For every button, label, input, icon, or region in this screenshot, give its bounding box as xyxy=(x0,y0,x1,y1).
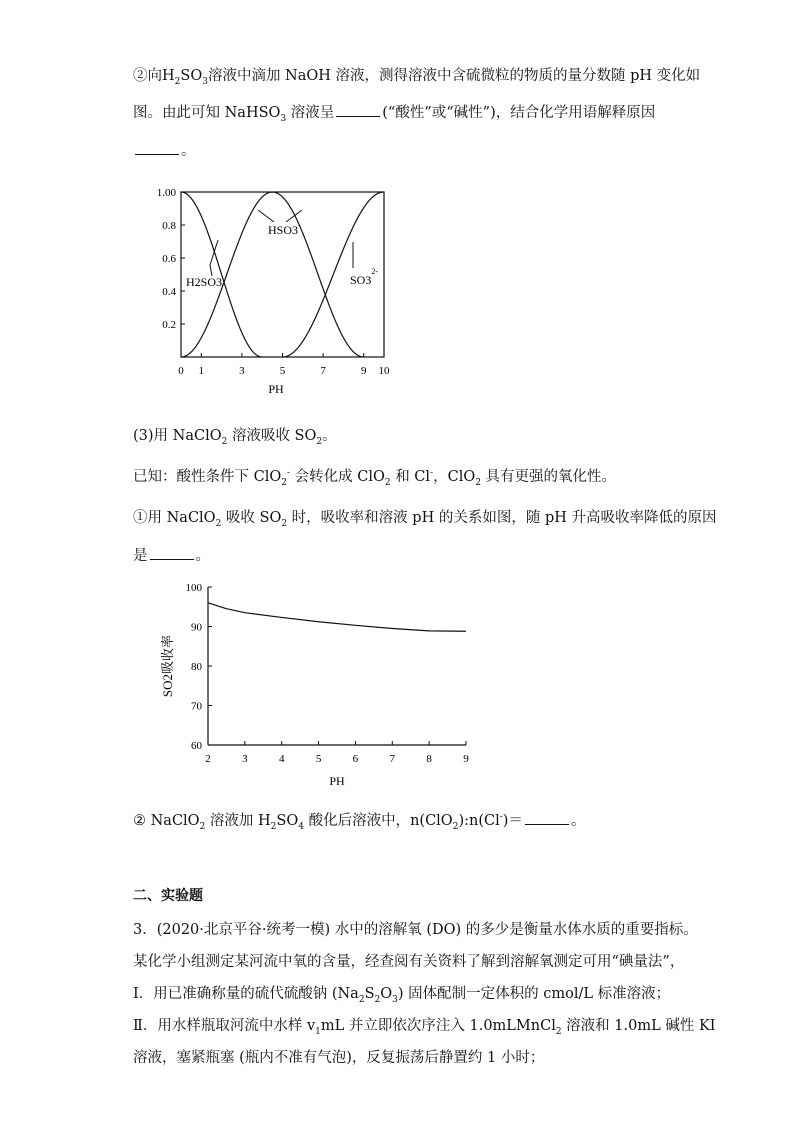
q3-part1-line1: ①用 NaClO$_2$ 吸收 $SO_2$ 时，吸收率和溶液 pH 的关系如图，随 pH 升高吸收率降低的原因 xyxy=(133,510,717,529)
exp-line-3: Ⅰ．用已准确称量的硫代硫酸钠 $(Na_2S_2O_3)$ 固体配制一定体积的 cmol/L 标准溶液； xyxy=(133,986,671,1005)
answer-blank[interactable] xyxy=(150,545,194,560)
q2-line-3: 。 xyxy=(133,140,196,161)
chart1-xtick-label: 3 xyxy=(239,365,245,377)
q2-line-2: 图。由此可知 NaHSO$_3$ 溶液呈 (“酸性”或“碱性”)，结合化学用语解释原因 xyxy=(133,102,655,123)
chart2-xtick-label: 6 xyxy=(352,753,359,765)
chart1-xtick-label: 1 xyxy=(198,365,205,377)
chart2-xtick-label: 4 xyxy=(278,753,285,765)
chart2-xtick-label: 7 xyxy=(389,753,396,765)
chart2-ytick-label: 90 xyxy=(191,621,202,634)
chart-so2-absorption xyxy=(150,575,480,790)
exp-line-4: Ⅱ．用水样瓶取河流中水样 $v_1mL$ 并立即依次序注入 1.0mLMnCl$_2$ 溶液和 1.0mL 碱性 KI xyxy=(133,1018,716,1037)
chart2-xtick-label: 8 xyxy=(426,753,432,765)
label-so3: $SO3^{2-}$ xyxy=(350,267,379,287)
chart2-ytick-label: 80 xyxy=(191,661,202,673)
chart2-ytick-label: 70 xyxy=(191,700,202,713)
chart2-xlabel: PH xyxy=(329,774,345,788)
chart1-xtick-label: 9 xyxy=(360,365,367,377)
callout-hso3-left xyxy=(258,210,274,222)
chart2-ytick-label: 100 xyxy=(185,582,202,594)
series-line-so2-absorption xyxy=(208,603,466,631)
chart2-xtick-label: 9 xyxy=(463,753,469,765)
answer-blank[interactable] xyxy=(336,102,380,117)
chart-sulfur-species xyxy=(140,180,410,400)
label-hso3: HSO3- xyxy=(268,221,301,237)
answer-blank[interactable] xyxy=(135,140,179,155)
chart2-xtick-label: 5 xyxy=(315,753,322,765)
exp-line-2: 某化学小组测定某河流中氧的含量，经查阅有关资料了解到溶解氧测定可用“碘量法”， xyxy=(133,954,685,970)
chart1-xtick-label: 0 xyxy=(178,365,184,377)
chart1-ytick-label: 0.2 xyxy=(162,319,176,331)
q3-known: 已知：酸性条件下 ClO$_2$- 会转化成 ClO$_2$ 和 Cl-，ClO$_2$ 具有更强的氧化性。 xyxy=(133,468,617,488)
q3-intro: (3)用 NaClO$_2$ 溶液吸收 $SO_2$。 xyxy=(133,428,337,447)
exp-line-5: 溶液，塞紧瓶塞 (瓶内不准有气泡)，反复振荡后静置约 1 小时； xyxy=(133,1050,545,1066)
chart2-ylabel: SO2吸收率 xyxy=(160,634,175,698)
chart1-ytick-label: 0.8 xyxy=(162,220,176,232)
chart1-ytick-label: 1.00 xyxy=(156,187,176,199)
chart1-xtick-label: 5 xyxy=(279,365,286,377)
section-title: 二、实验题 xyxy=(133,888,203,904)
chart2-ytick-label: 60 xyxy=(191,740,202,752)
chart1-xlabel: PH xyxy=(268,382,284,396)
chart1-xtick-label: 7 xyxy=(320,365,326,377)
chart2-xtick-label: 3 xyxy=(242,753,248,765)
q2-line-1: ②向$H_2SO_3$溶液中滴加 NaOH 溶液，测得溶液中含硫微粒的物质的量分数随 pH 变化如 xyxy=(133,68,701,87)
answer-blank[interactable] xyxy=(525,810,569,825)
chart1-xtick-label: 10 xyxy=(378,365,390,377)
chart1-ytick-label: 0.6 xyxy=(162,253,176,265)
q3-part1-line2: 是 。 xyxy=(133,545,210,566)
chart2-xtick-label: 2 xyxy=(205,753,211,765)
label-h2so3: H2SO3 xyxy=(186,275,223,289)
q3-part2: ② NaClO$_2$ 溶液加 $H_2SO_4$ 酸化后溶液中，n(ClO$_2$):n(Cl-)＝ 。 xyxy=(133,810,585,831)
chart1-ytick-label: 0.4 xyxy=(162,286,176,298)
exp-line-1: 3．(2020·北京平谷·统考一模) 水中的溶解氧 (DO) 的多少是衡量水体水质的重要指标。 xyxy=(133,922,698,938)
